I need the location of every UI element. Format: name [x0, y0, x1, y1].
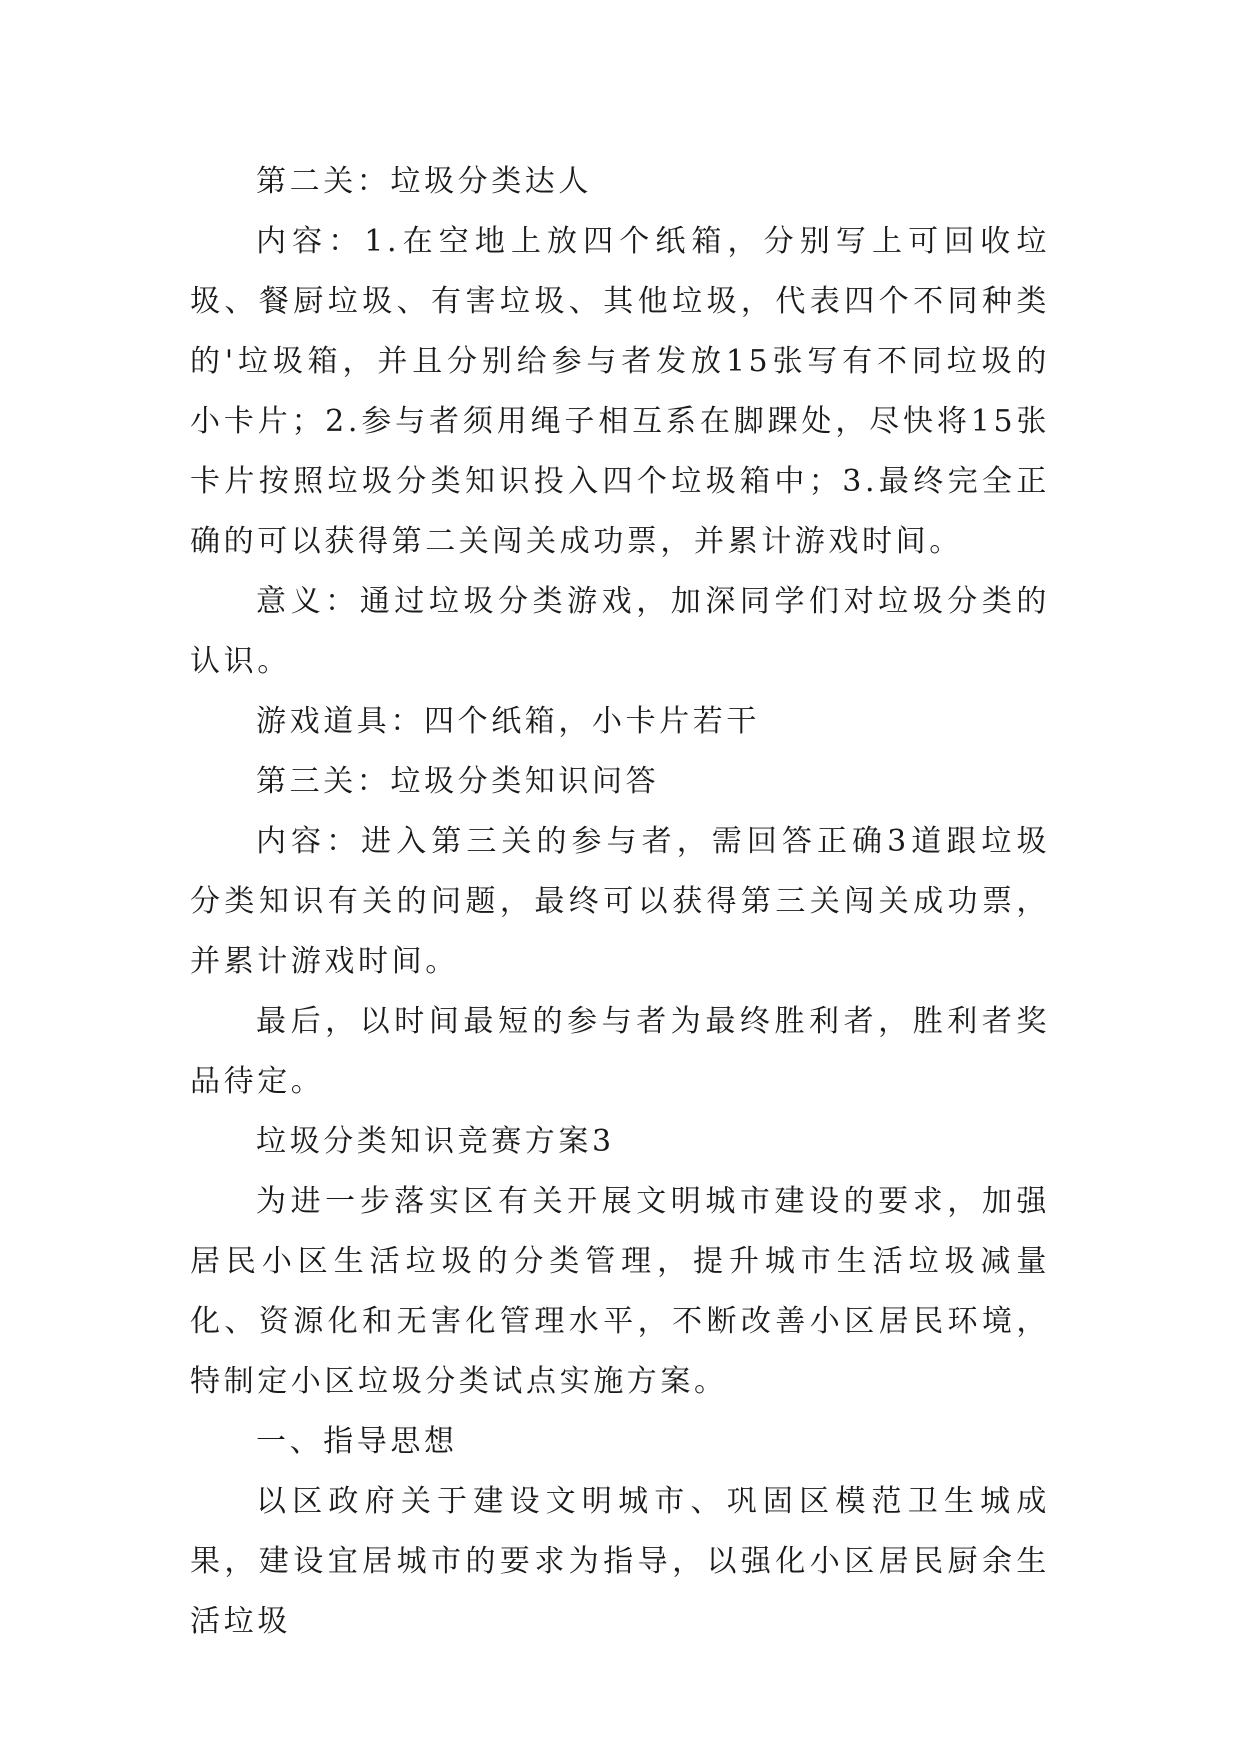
paragraph-game-props: 游戏道具：四个纸箱，小卡片若干: [256, 704, 760, 739]
paragraph-level-2-meaning: 意义：通过垃圾分类游戏，加深同学们对垃圾分类的认识。: [190, 584, 1050, 679]
document-body: [190, 152, 1050, 1652]
section-heading-level-2: 第二关：垃圾分类达人: [256, 164, 592, 199]
paragraph-guiding-ideology: 以区政府关于建设文明城市、巩固区模范卫生城成果，建设宜居城市的要求为指导，以强化小区居民厨余生活垃圾: [190, 1484, 1050, 1639]
paragraph-level-3-content: 内容：进入第三关的参与者，需回答正确3道跟垃圾分类知识有关的问题，最终可以获得第三关闯关成功票，并累计游戏时间。: [190, 824, 1050, 979]
paragraph-plan-intro: 为进一步落实区有关开展文明城市建设的要求，加强居民小区生活垃圾的分类管理，提升城市生活垃圾减量化、资源化和无害化管理水平，不断改善小区居民环境，特制定小区垃圾分类试点实施方案。: [190, 1184, 1050, 1399]
section-heading-level-3: 第三关：垃圾分类知识问答: [256, 764, 660, 799]
paragraph-level-2-content: 内容：1.在空地上放四个纸箱，分别写上可回收垃圾、餐厨垃圾、有害垃圾、其他垃圾，代表四个不同种类的'垃圾箱，并且分别给参与者发放15张写有不同垃圾的小卡片；2.参与者须用绳子相互系在脚踝处，尽快将15张卡片按照垃圾分类知识投入四个垃圾箱中；3.最终完全正确的可以获得第二关闯关成功票，并累计游戏时间。: [190, 224, 1050, 559]
plan-title: 垃圾分类知识竞赛方案3: [256, 1124, 615, 1159]
paragraph-final-winner: 最后，以时间最短的参与者为最终胜利者，胜利者奖品待定。: [190, 1004, 1050, 1099]
section-heading-guiding-ideology: 一、指导思想: [256, 1424, 458, 1459]
